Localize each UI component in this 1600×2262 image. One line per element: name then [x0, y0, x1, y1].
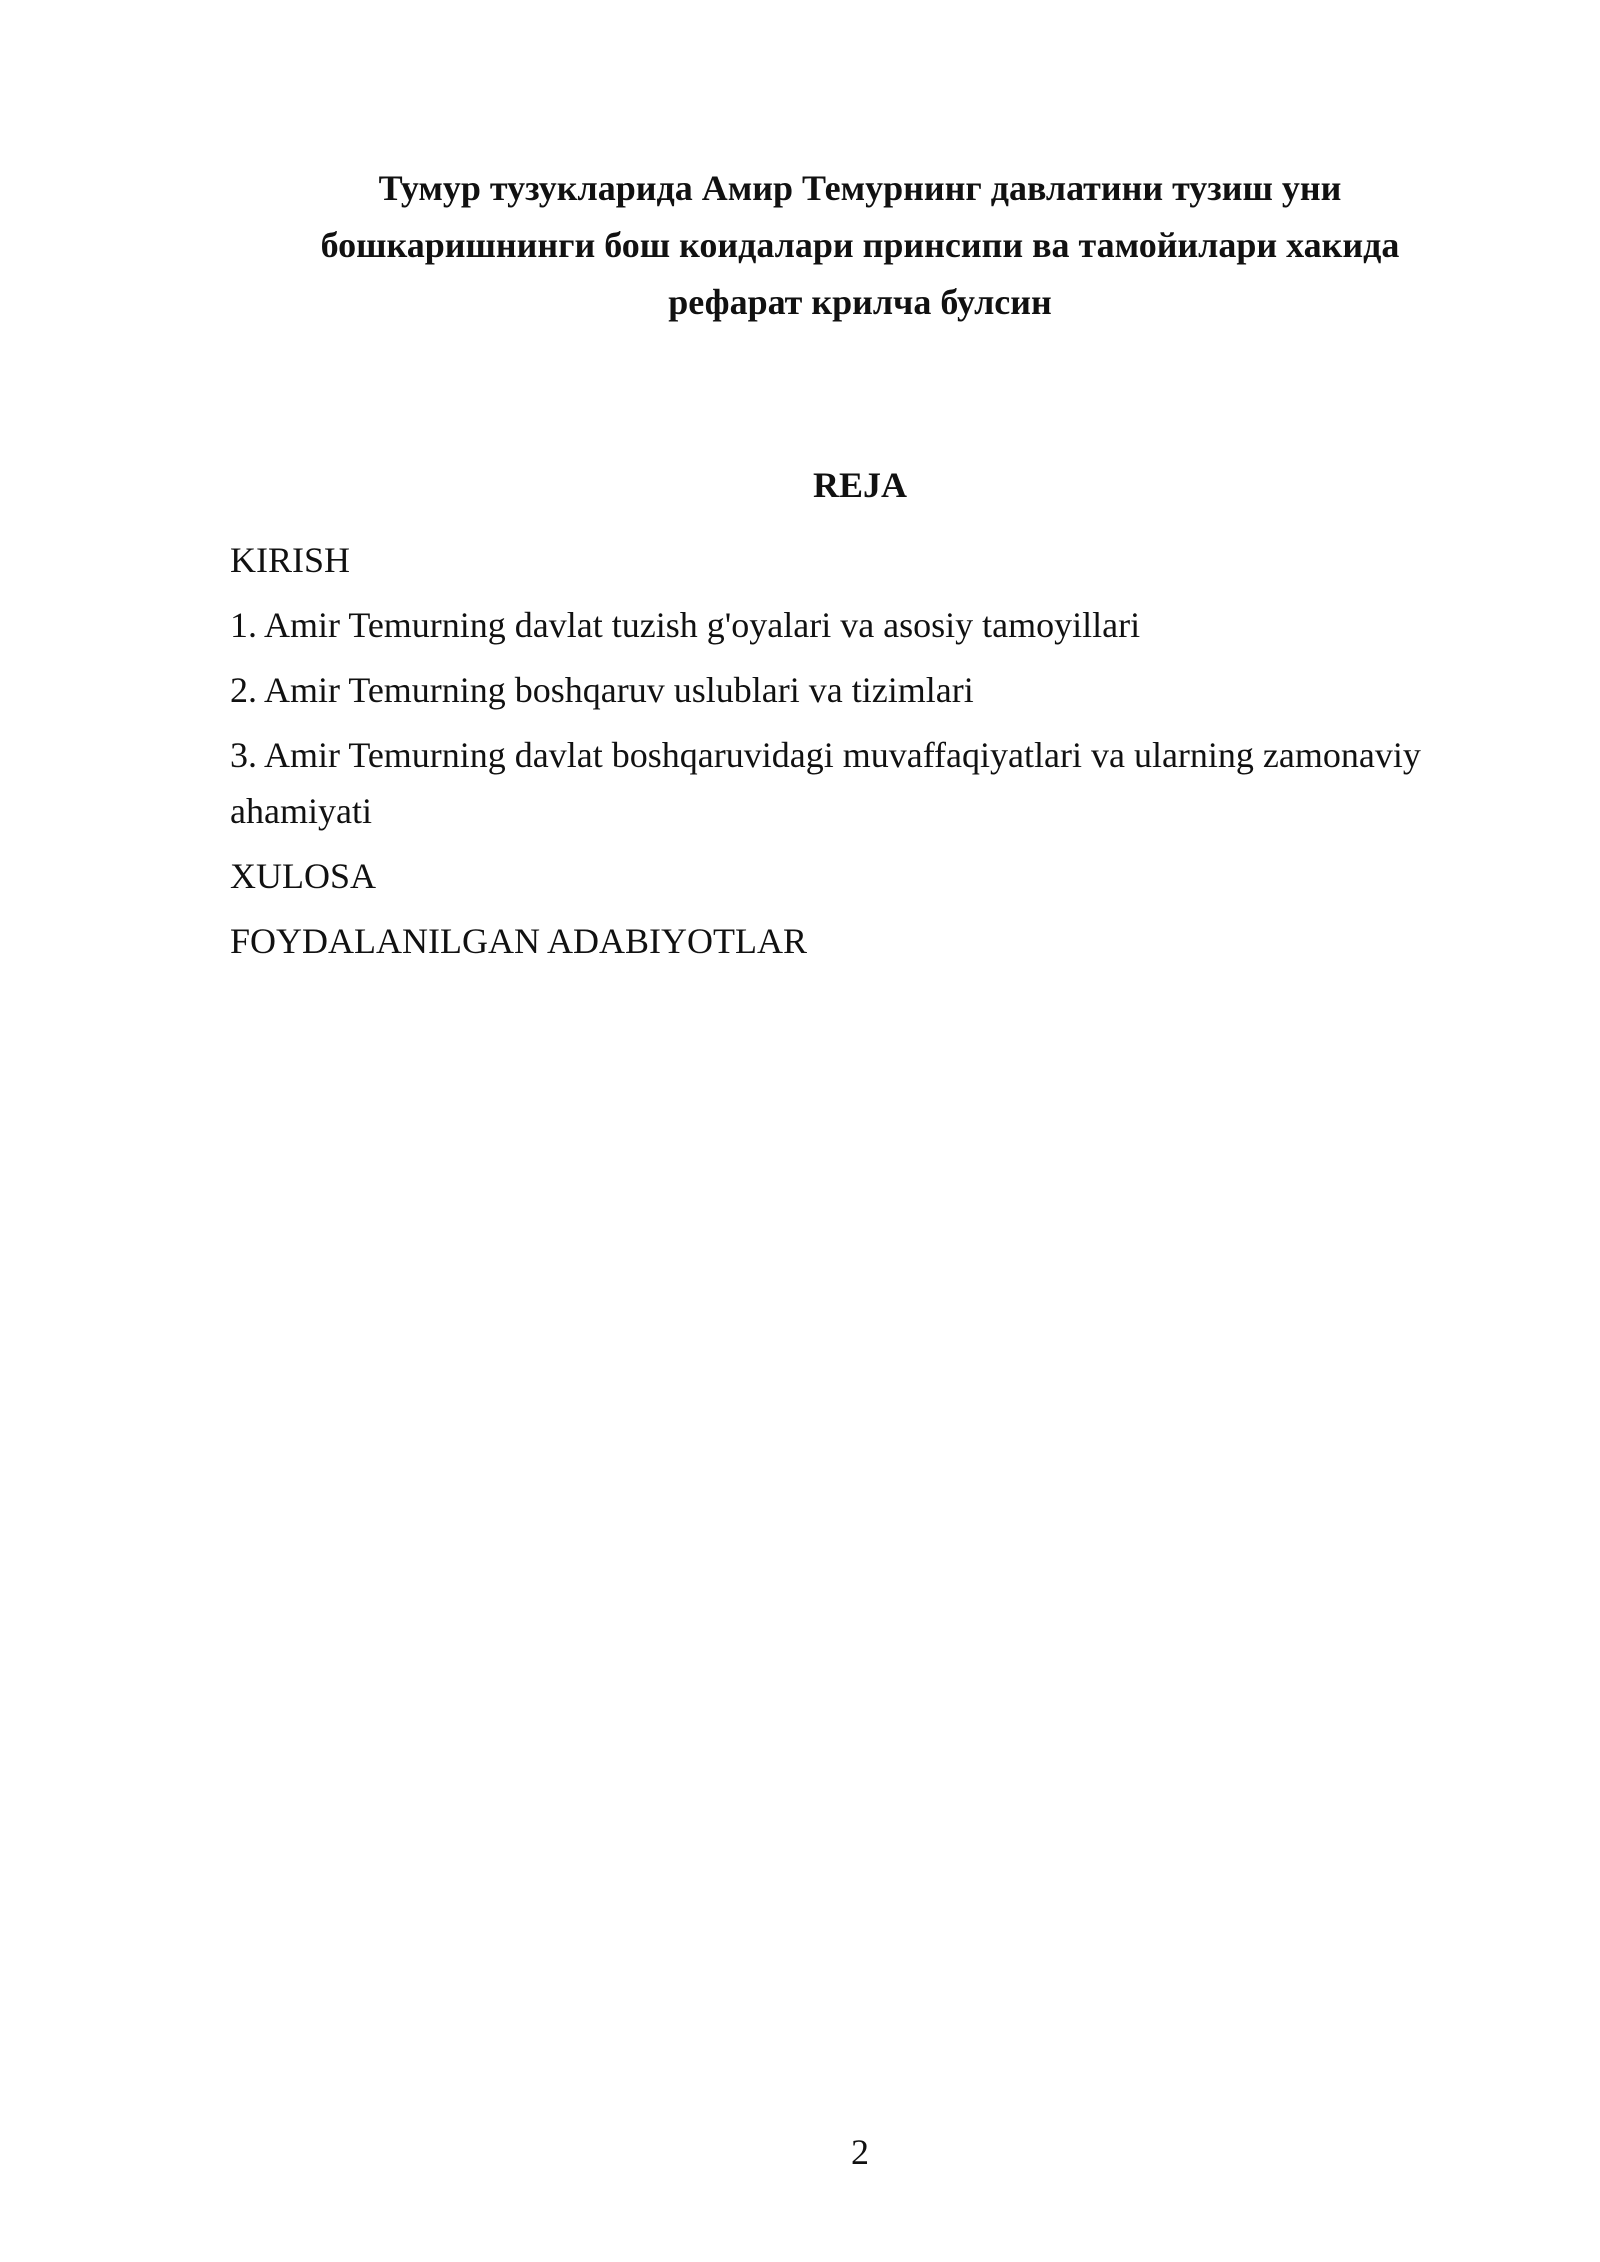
plan-item-references: FOYDALANILGAN ADABIYOTLAR	[230, 921, 807, 961]
document-title	[270, 160, 1450, 331]
title-line: Тумур тузукларида Амир Темурнинг давлатини тузиш уни	[378, 168, 1342, 208]
plan-item-1: 1. Amir Temurning davlat tuzish g'oyalari va asosiy tamoyillari	[230, 605, 1141, 645]
plan-heading: REJA	[812, 465, 907, 505]
plan-list	[230, 532, 1495, 978]
plan-item-2: 2. Amir Temurning boshqaruv uslublari va tizimlari	[230, 670, 974, 710]
plan-item-conclusion: XULOSA	[230, 856, 377, 896]
title-line: бошкаришнинги бош коидалари принсипи ва тамойилари хакида	[320, 225, 1400, 265]
page-number: 2	[851, 2132, 869, 2172]
plan-item-introduction: KIRISH	[230, 540, 351, 580]
title-line: рефарат крилча булсин	[668, 282, 1052, 322]
plan-item-3: 3. Amir Temurning davlat boshqaruvidagi muvaffaqiyatlari va ularning zamonaviy ahamiyati	[230, 735, 1421, 831]
